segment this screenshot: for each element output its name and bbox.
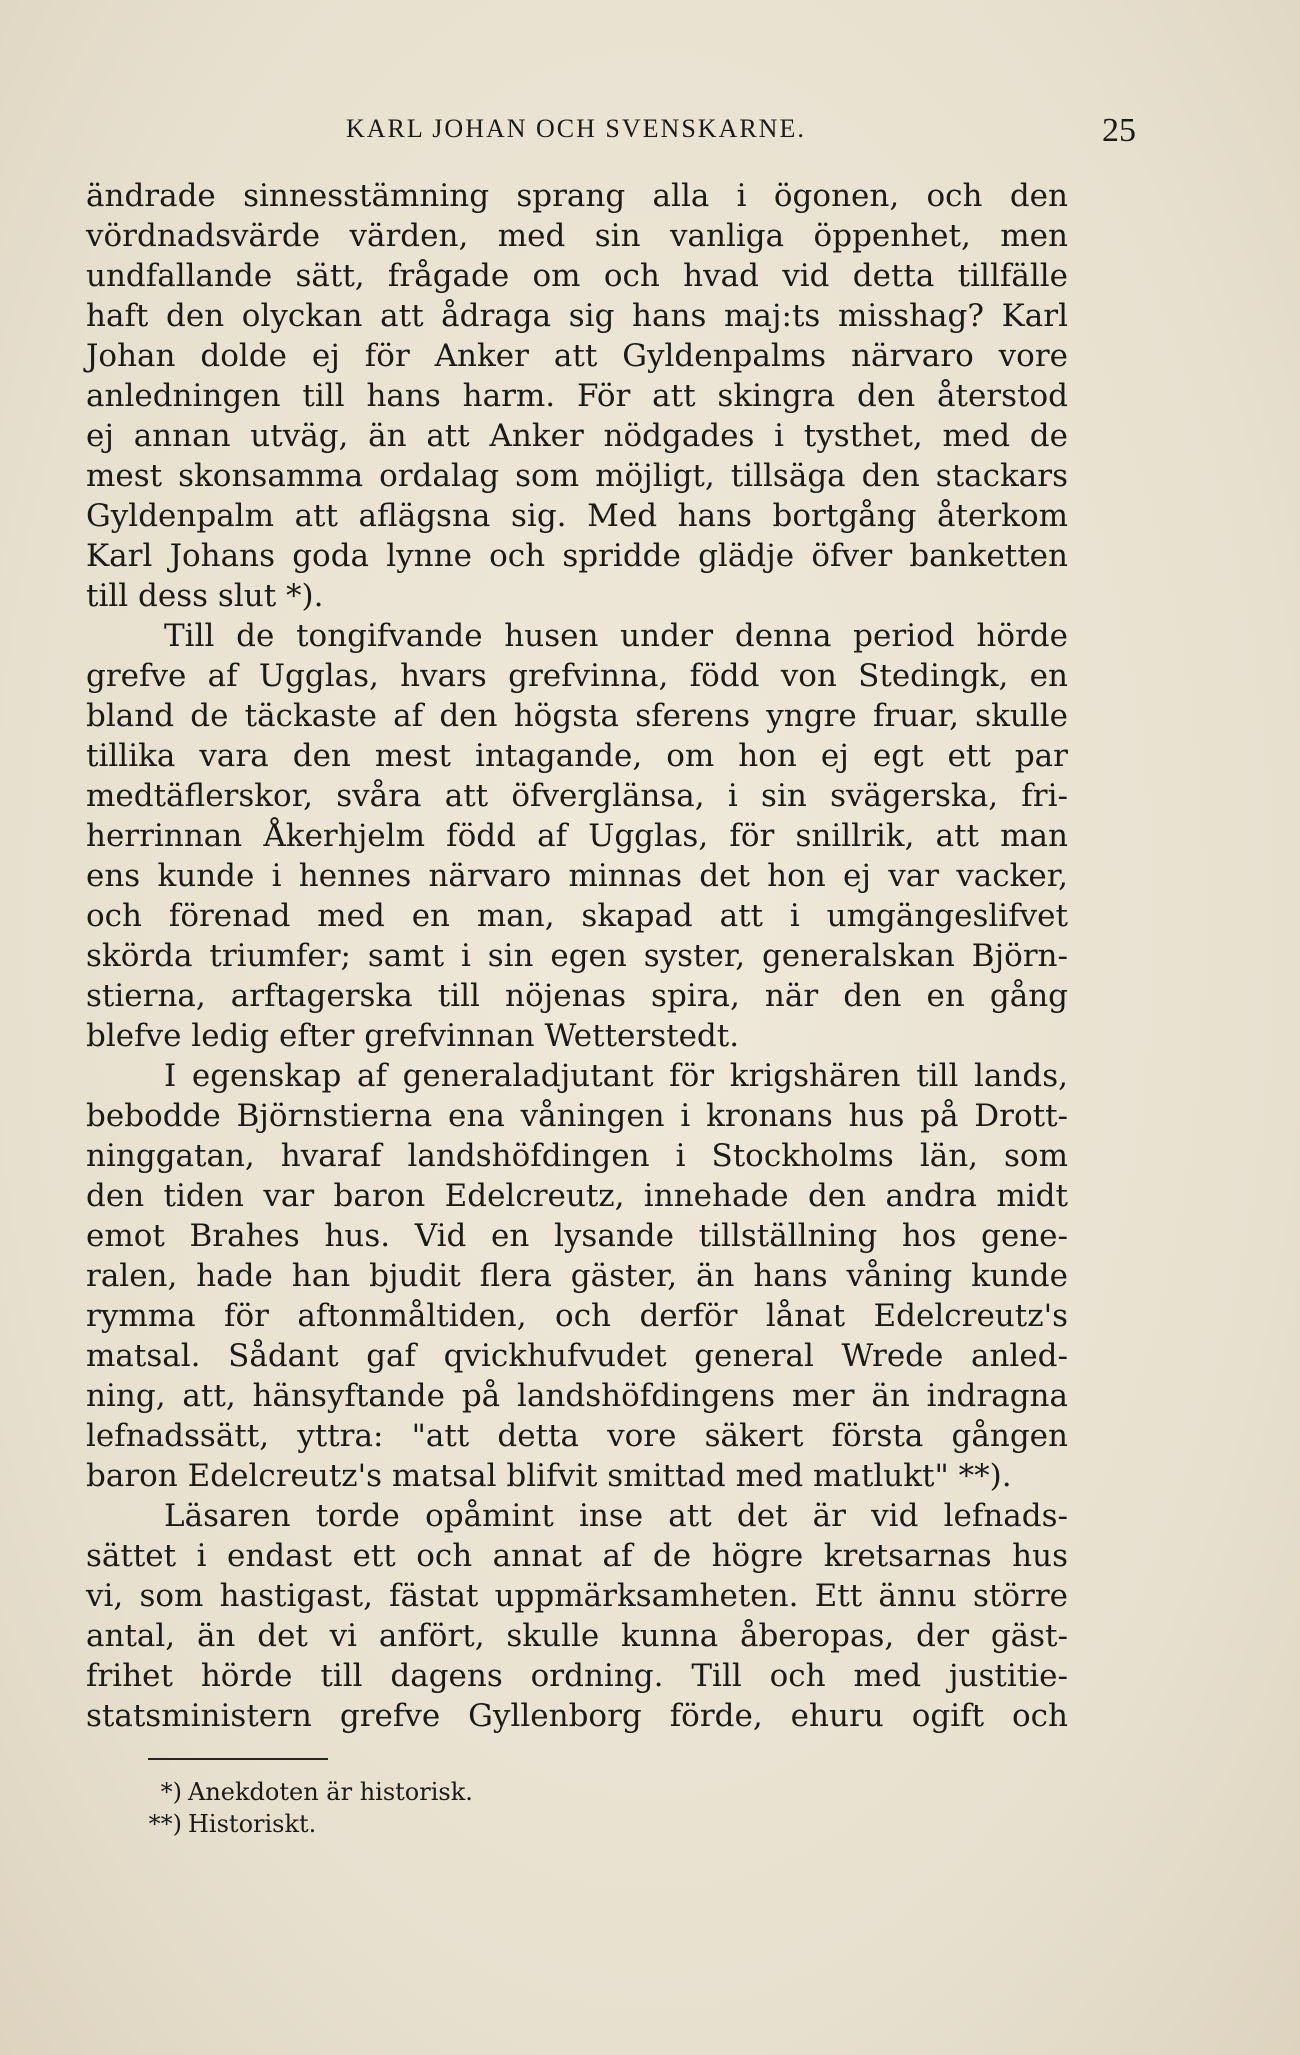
- footnote-divider: [148, 1758, 328, 1760]
- text-line: lefnadssätt, yttra: "att detta vore säkert första gången: [86, 1418, 1068, 1454]
- footnote-marker: *): [160, 1778, 182, 1806]
- text-line: Johan dolde ej för Anker att Gyldenpalms närvaro vore: [86, 338, 1068, 374]
- text-line: vi, som hastigast, fästat uppmärksamheten. Ett ännu större: [86, 1578, 1068, 1614]
- text-line: matsal. Sådant gaf qvickhufvudet general Wrede anled-: [86, 1338, 1068, 1374]
- text-line: den tiden var baron Edelcreutz, innehade den andra midt: [86, 1178, 1068, 1214]
- text-line: ändrade sinnesstämning sprang alla i ögonen, och den: [86, 178, 1068, 214]
- page-number: 25: [1102, 112, 1136, 149]
- text-line: baron Edelcreutz's matsal blifvit smittad med matlukt" **).: [86, 1458, 1012, 1494]
- text-line: haft den olyckan att ådraga sig hans maj:ts misshag? Karl: [86, 298, 1068, 334]
- footnotes: [148, 1776, 848, 1840]
- text-line: medtäflerskor, svåra att öfverglänsa, i sin svägerska, fri-: [86, 778, 1068, 814]
- text-line: blefve ledig efter grefvinnan Wetterstedt.: [86, 1018, 740, 1054]
- footnote-2: [148, 1808, 848, 1840]
- text-line: mest skonsamma ordalag som möjligt, tillsäga den stackars: [86, 458, 1068, 494]
- text-line: ralen, hade han bjudit flera gäster, än hans våning kunde: [86, 1258, 1068, 1294]
- text-line: till dess slut *).: [86, 578, 324, 614]
- text-line: sättet i endast ett och annat af de högre kretsarnas hus: [86, 1538, 1068, 1574]
- running-title: KARL JOHAN OCH SVENSKARNE.: [346, 114, 806, 143]
- footnote-1: [148, 1776, 848, 1808]
- paragraph-start-line: Läsaren torde opåmint inse att det är vid lefnads-: [164, 1498, 1068, 1534]
- footnote-text: Historiskt.: [188, 1810, 317, 1838]
- text-line: herrinnan Åkerhjelm född af Ugglas, för snillrik, att man: [86, 818, 1068, 854]
- paragraph-start-line: Till de tongifvande husen under denna period hörde: [164, 618, 1068, 654]
- text-line: och förenad med en man, skapad att i umgängeslifvet: [86, 898, 1068, 934]
- footnote-marker: **): [148, 1810, 182, 1838]
- page-header: [86, 112, 1236, 152]
- text-line: emot Brahes hus. Vid en lysande tillställning hos gene-: [86, 1218, 1068, 1254]
- text-line: ning, att, hänsyftande på landshöfdingens mer än indragna: [86, 1378, 1068, 1414]
- text-line: statsministern grefve Gyllenborg förde, ehuru ogift och: [86, 1698, 1068, 1734]
- text-line: skörda triumfer; samt i sin egen syster, generalskan Björn-: [86, 938, 1068, 974]
- paragraph-start-line: I egenskap af generaladjutant för krigshären till lands,: [164, 1058, 1068, 1094]
- text-line: stierna, arftagerska till nöjenas spira, när den en gång: [86, 978, 1068, 1014]
- text-line: rymma för aftonmåltiden, och derför lånat Edelcreutz's: [86, 1298, 1068, 1334]
- text-line: Karl Johans goda lynne och spridde glädje öfver banketten: [86, 538, 1068, 574]
- footnote-text: Anekdoten är historisk.: [188, 1778, 473, 1806]
- text-line: frihet hörde till dagens ordning. Till och med justitie-: [86, 1658, 1068, 1694]
- text-line: anledningen till hans harm. För att skingra den återstod: [86, 378, 1068, 414]
- text-line: tillika vara den mest intagande, om hon ej egt ett par: [86, 738, 1068, 774]
- text-line: vördnadsvärde värden, med sin vanliga öppenhet, men: [86, 218, 1068, 254]
- text-line: grefve af Ugglas, hvars grefvinna, född von Stedingk, en: [86, 658, 1068, 694]
- text-line: ens kunde i hennes närvaro minnas det hon ej var vacker,: [86, 858, 1068, 894]
- body-text: [86, 176, 1068, 1736]
- text-line: undfallande sätt, frågade om och hvad vid detta tillfälle: [86, 258, 1068, 294]
- text-line: ej annan utväg, än att Anker nödgades i tysthet, med de: [86, 418, 1068, 454]
- text-line: Gyldenpalm att aflägsna sig. Med hans bortgång återkom: [86, 498, 1068, 534]
- text-line: ninggatan, hvaraf landshöfdingen i Stockholms län, som: [86, 1138, 1068, 1174]
- text-line: bland de täckaste af den högsta sferens yngre fruar, skulle: [86, 698, 1068, 734]
- text-line: antal, än det vi anfört, skulle kunna åberopas, der gäst-: [86, 1618, 1068, 1654]
- text-line: bebodde Björnstierna ena våningen i kronans hus på Drott-: [86, 1098, 1068, 1134]
